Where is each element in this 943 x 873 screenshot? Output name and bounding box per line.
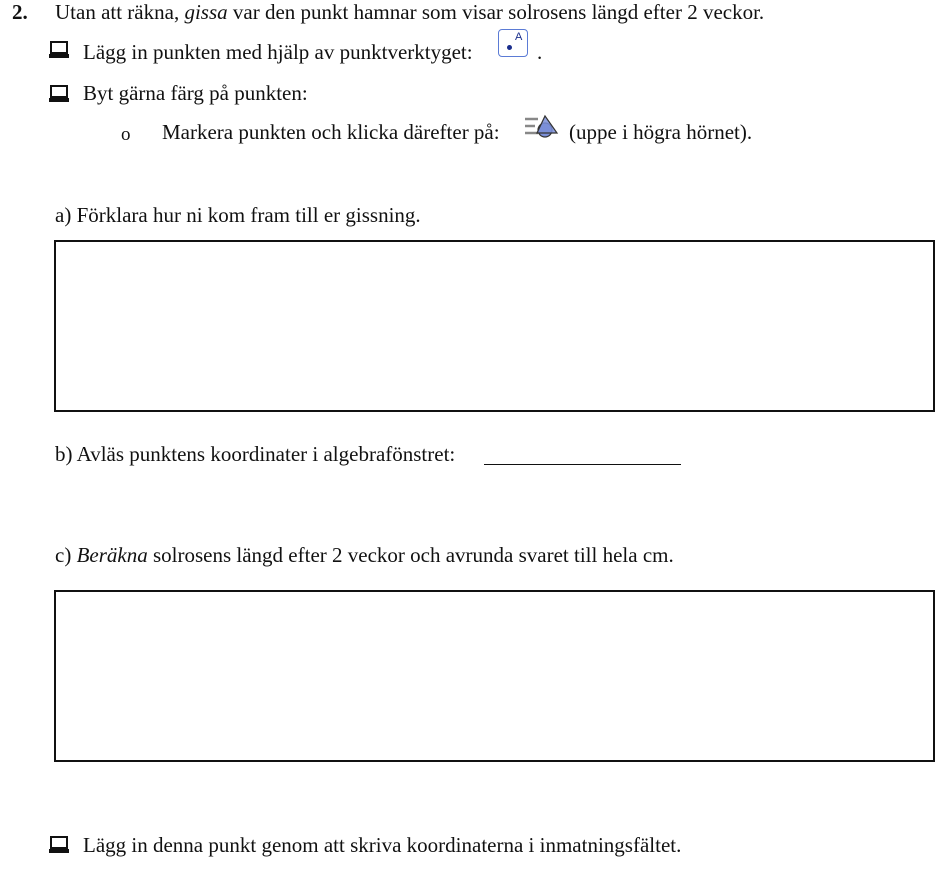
- coordinates-answer-line[interactable]: [484, 464, 681, 465]
- insert-point-text: Lägg in punkten med hjälp av punktverktyget:: [83, 40, 473, 64]
- sub-bullet-marker: o: [121, 124, 131, 145]
- insert-point-instruction: [83, 40, 473, 64]
- part-a-prompt: a) Förklara hur ni kom fram till er gissning.: [55, 203, 421, 227]
- insert-point-end: .: [537, 40, 543, 64]
- part-c-emphasis: Beräkna: [76, 543, 148, 567]
- part-c-rest: solrosens längd efter 2 veckor och avrunda svaret till hela cm.: [147, 543, 674, 567]
- question-intro: [55, 0, 764, 24]
- computer-bullet-icon: [48, 80, 70, 104]
- part-c-prefix: c): [55, 543, 77, 567]
- final-instruction: Lägg in denna punkt genom att skriva koordinaterna i inmatningsfältet.: [83, 833, 682, 857]
- mark-point-instruction: Markera punkten och klicka därefter på:: [162, 120, 500, 144]
- change-color-instruction: Byt gärna färg på punkten:: [83, 81, 308, 105]
- style-bar-icon: [524, 113, 562, 146]
- answer-box-c[interactable]: [54, 590, 935, 762]
- intro-text-pre: Utan att räkna,: [55, 0, 185, 24]
- intro-text-post: var den punkt hamnar som visar solrosens längd efter 2 veckor.: [227, 0, 765, 24]
- point-tool-icon: [498, 29, 528, 57]
- mark-point-location: (uppe i högra hörnet).: [569, 120, 753, 144]
- answer-box-a[interactable]: [54, 240, 935, 412]
- question-number: 2.: [12, 0, 28, 24]
- part-c-prompt: [55, 543, 674, 567]
- intro-emphasis: gissa: [184, 0, 228, 24]
- computer-bullet-icon: [48, 36, 70, 60]
- point-tool-letter: A: [515, 31, 523, 44]
- part-b-prompt: b) Avläs punktens koordinater i algebrafönstret:: [55, 442, 456, 466]
- computer-bullet-icon: [48, 831, 70, 855]
